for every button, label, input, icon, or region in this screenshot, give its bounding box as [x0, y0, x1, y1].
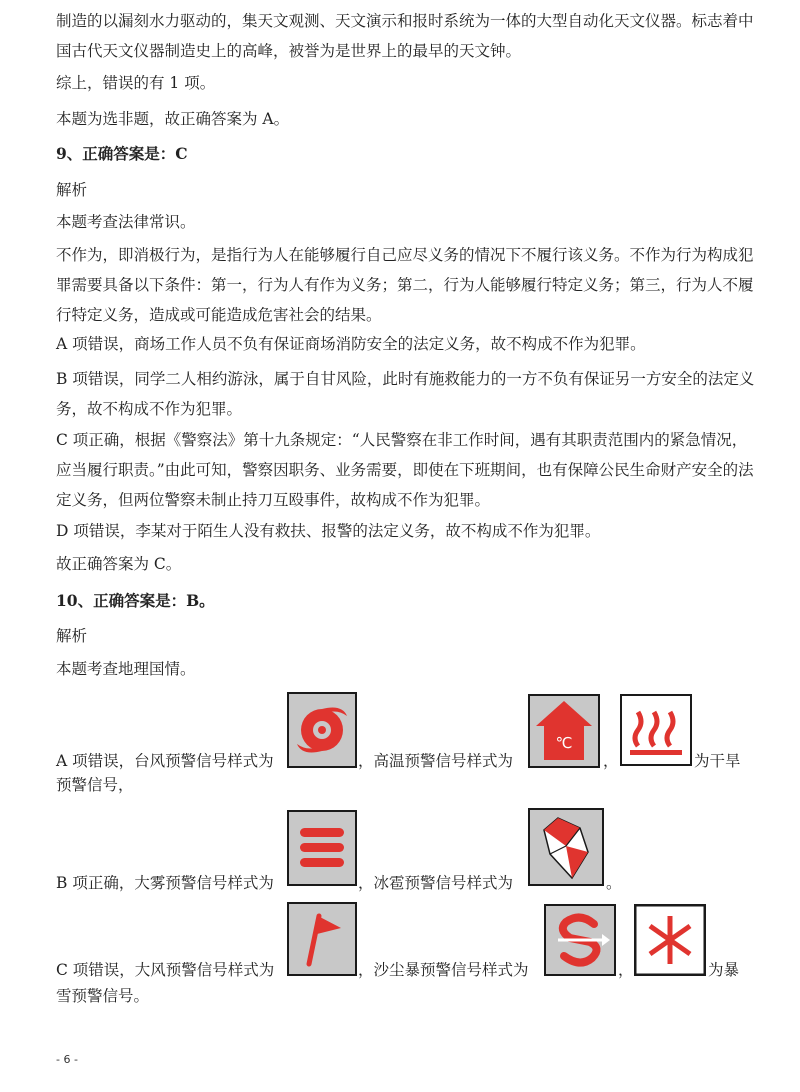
row-b-suffix: 。: [606, 874, 622, 892]
paragraph-astronomy: 制造的以漏刻水力驱动的，集天文观测、天文演示和报时系统为一体的大型自动化天文仪器。标志着中国古代天文仪器制造史上的高峰，被誉为是世界上的最早的天文钟。: [56, 12, 754, 60]
row-a-mid: ，高温预警信号样式为: [358, 752, 514, 770]
question-9-topic: 本题考查法律常识。: [56, 213, 196, 231]
question-10-topic: 本题考查地理国情。: [56, 660, 196, 678]
hail-signal-icon: [528, 808, 604, 886]
typhoon-signal-icon: [287, 692, 357, 768]
row-c-line2: 雪预警信号。: [56, 987, 150, 1005]
page-number: - 6 -: [56, 1053, 78, 1066]
row-a-prefix: A 项错误，台风预警信号样式为: [56, 752, 274, 770]
gale-signal-icon: [287, 902, 357, 976]
row-c-suffix: 为暴: [708, 961, 740, 979]
row-c-separator: ，: [618, 961, 634, 979]
paragraph-answer-a: 本题为选非题，故正确答案为 A。: [56, 110, 290, 128]
drought-signal-icon: [620, 694, 692, 766]
row-a-suffix: 为干旱: [694, 752, 741, 770]
question-9-option-c: C 项正确，根据《警察法》第十九条规定：“人民警察在非工作时间，遇有其职责范围内的紧急情况，应当履行职责。”由此可知，警察因职务、业务需要，即使在下班期间，也有保障公民生命财产安全的法定义务，但两位警察未制止持刀互殴事件，故构成不作为犯罪。: [56, 431, 754, 509]
row-c-mid: ，沙尘暴预警信号样式为: [358, 961, 529, 979]
question-9-analysis-label: 解析: [56, 181, 88, 199]
question-9-heading: 9、正确答案是：C: [56, 144, 188, 163]
row-a-separator: ，: [603, 752, 619, 770]
question-10-heading: 10、正确答案是：B。: [56, 591, 215, 610]
celsius-symbol: ℃: [555, 734, 573, 752]
question-9-option-a: A 项错误，商场工作人员不负有保证商场消防安全的法定义务，故不构成不作为犯罪。: [56, 335, 646, 353]
row-a-line2: 预警信号，: [56, 776, 134, 794]
blizzard-signal-icon: [634, 904, 706, 976]
row-b-mid: ，冰雹预警信号样式为: [358, 874, 514, 892]
row-b-prefix: B 项正确，大雾预警信号样式为: [56, 874, 274, 892]
question-10-analysis-label: 解析: [56, 627, 88, 645]
question-9-definition: 不作为，即消极行为，是指行为人在能够履行自己应尽义务的情况下不履行该义务。不作为行为构成犯罪需要具备以下条件：第一，行为人有作为义务；第二，行为人能够履行特定义务；第三，行为人不履行特定义务，造成或可能造成危害社会的结果。: [56, 246, 754, 324]
sandstorm-signal-icon: [544, 904, 616, 976]
row-c-prefix: C 项错误，大风预警信号样式为: [56, 961, 275, 979]
question-9-option-b: B 项错误，同学二人相约游泳，属于自甘风险，此时有施救能力的一方不负有保证另一方安全的法定义务，故不构成不作为犯罪。: [56, 370, 755, 418]
high-temperature-signal-icon: [528, 694, 600, 768]
paragraph-summary: 综上，错误的有 1 项。: [56, 74, 216, 92]
question-9-answer: 故正确答案为 C。: [56, 555, 182, 573]
question-9-option-d: D 项错误，李某对于陌生人没有救扶、报警的法定义务，故不构成不作为犯罪。: [56, 522, 601, 540]
fog-signal-icon: [287, 810, 357, 886]
